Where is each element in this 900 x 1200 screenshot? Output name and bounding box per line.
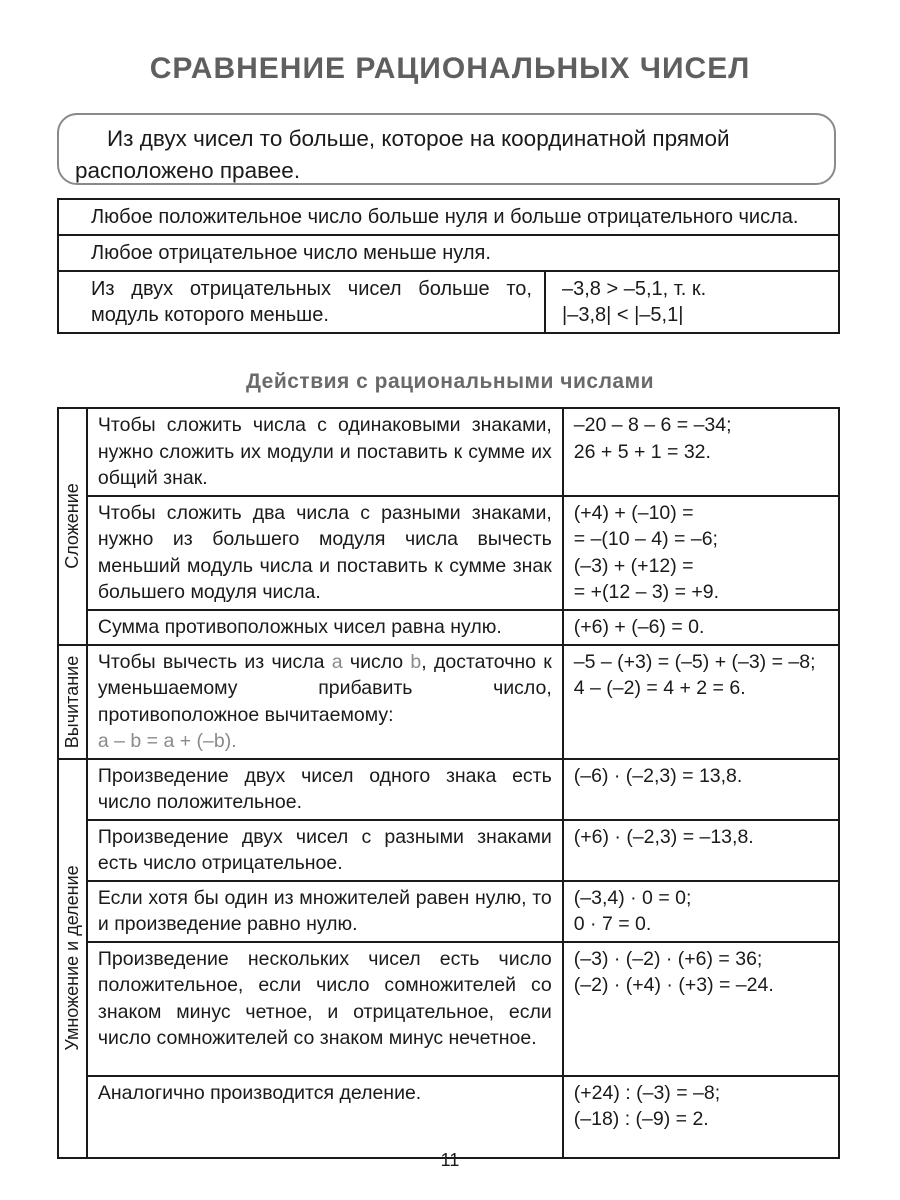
example-line: = –(10 – 4) = –6;: [573, 528, 718, 550]
example-line: –20 – 8 – 6 = –34;: [573, 414, 732, 436]
table-row: [58, 1076, 839, 1158]
table-row: [58, 235, 839, 271]
table-row: [58, 881, 839, 942]
addition-label: Сложение: [62, 483, 83, 570]
example-line: (–18) : (–9) = 2.: [573, 1108, 709, 1130]
comparison-rule-positive: Любое положительное число больше нуля и больше отрицательного числа.: [58, 199, 839, 235]
example-line: 0 · 7 = 0.: [573, 913, 652, 935]
table-row: [58, 942, 839, 1076]
addition-side-label: [58, 408, 87, 645]
rule-cell: Произведение двух чисел с разными знаками есть число отрицательное.: [87, 820, 563, 881]
example-line: 4 – (–2) = 4 + 2 = 6.: [573, 677, 746, 699]
rule-text: число: [342, 650, 411, 673]
table-row: [58, 199, 839, 235]
example-cell: [563, 820, 839, 881]
comparison-rule-negative: Любое отрицательное число меньше нуля.: [58, 235, 839, 271]
example-cell: [563, 881, 839, 942]
example-line: –3,8 > –5,1, т. к.: [562, 278, 707, 300]
example-cell: [563, 610, 839, 645]
rule-cell: Аналогично производится деление.: [87, 1076, 563, 1158]
subtraction-label: Вычитание: [62, 655, 83, 748]
table-row: [58, 408, 839, 496]
example-line: (+6) · (–2,3) = –13,8.: [573, 825, 754, 848]
table-row: [58, 759, 839, 820]
rule-cell: Произведение двух чисел одного знака есть число положительное.: [87, 759, 563, 820]
example-line: (–3) + (+12) =: [573, 554, 694, 577]
example-line: (–2) · (+4) · (+3) = –24.: [573, 974, 774, 996]
table-row: [58, 645, 839, 759]
comparison-rule-box: [57, 113, 836, 185]
rule-cell: Чтобы сложить два числа с разными знаками, нужно из большего модуля числа вычесть меньший модуль числа и поставить к сумме знак большего модуля числа.: [87, 496, 563, 610]
rule-cell: Если хотя бы один из множителей равен нулю, то и произведение равно нулю.: [87, 881, 563, 942]
example-cell: [563, 645, 839, 759]
example-line: (–3) · (–2) · (+6) = 36;: [573, 947, 763, 970]
rule-line-1: Из двух чисел то больше, которое на координатной прямой: [107, 126, 730, 151]
comparison-rule-two-negatives: Из двух отрицательных чисел больше то, модуль которого меньше.: [58, 271, 545, 333]
page-number: 11: [440, 1150, 460, 1170]
subtraction-formula: a – b = a + (–b).: [97, 730, 237, 752]
multiplication-label: Умножение и деление: [62, 865, 83, 1051]
comparison-example: [545, 271, 839, 333]
example-line: (+24) : (–3) = –8;: [573, 1081, 721, 1104]
multiplication-side-label: [58, 759, 87, 1158]
comparison-table: [57, 198, 840, 334]
table-row: [58, 496, 839, 610]
table-row: [58, 820, 839, 881]
subtraction-side-label: [58, 645, 87, 759]
example-cell: [563, 496, 839, 610]
section-subtitle: Действия с рациональными числами: [245, 370, 655, 393]
table-row: [58, 610, 839, 645]
table-row: [58, 271, 839, 333]
operations-table: [57, 407, 840, 1159]
rule-cell: Произведение нескольких чисел есть число положительное, если число сомножителей со знаком минус четное, и отрицательное, если число сомножителей со знаком минус нечетное.: [87, 942, 563, 1076]
example-line: –5 – (+3) = (–5) + (–3) = –8;: [573, 650, 816, 673]
example-line: (–6) · (–2,3) = 13,8.: [573, 764, 743, 787]
rule-text: , достаточно к уменьшаемому прибавить число, противоположное вычитаемому:: [97, 650, 552, 726]
example-cell: [563, 759, 839, 820]
example-cell: [563, 942, 839, 1076]
variable-a: a: [331, 650, 343, 673]
example-line: = +(12 – 3) = +9.: [573, 581, 720, 603]
rule-line-2: расположено правее.: [75, 158, 301, 183]
page-title: СРАВНЕНИЕ РАЦИОНАЛЬНЫХ ЧИСЕЛ: [149, 52, 751, 85]
variable-b: b: [410, 650, 422, 673]
example-line: (+6) + (–6) = 0.: [573, 615, 705, 638]
rule-cell: Сумма противоположных чисел равна нулю.: [87, 610, 563, 645]
example-cell: [563, 1076, 839, 1158]
example-line: (–3,4) · 0 = 0;: [573, 886, 692, 909]
rule-cell: [87, 645, 563, 759]
example-line: 26 + 5 + 1 = 32.: [573, 440, 711, 463]
example-line: (+4) + (–10) =: [573, 501, 694, 524]
rule-text: Чтобы вычесть из числа: [97, 650, 332, 673]
rule-cell: Чтобы сложить числа с одинаковыми знаками, нужно сложить их модули и поставить к сумме их общий знак.: [87, 408, 563, 496]
example-line: |–3,8| < |–5,1|: [562, 304, 684, 326]
example-cell: [563, 408, 839, 496]
